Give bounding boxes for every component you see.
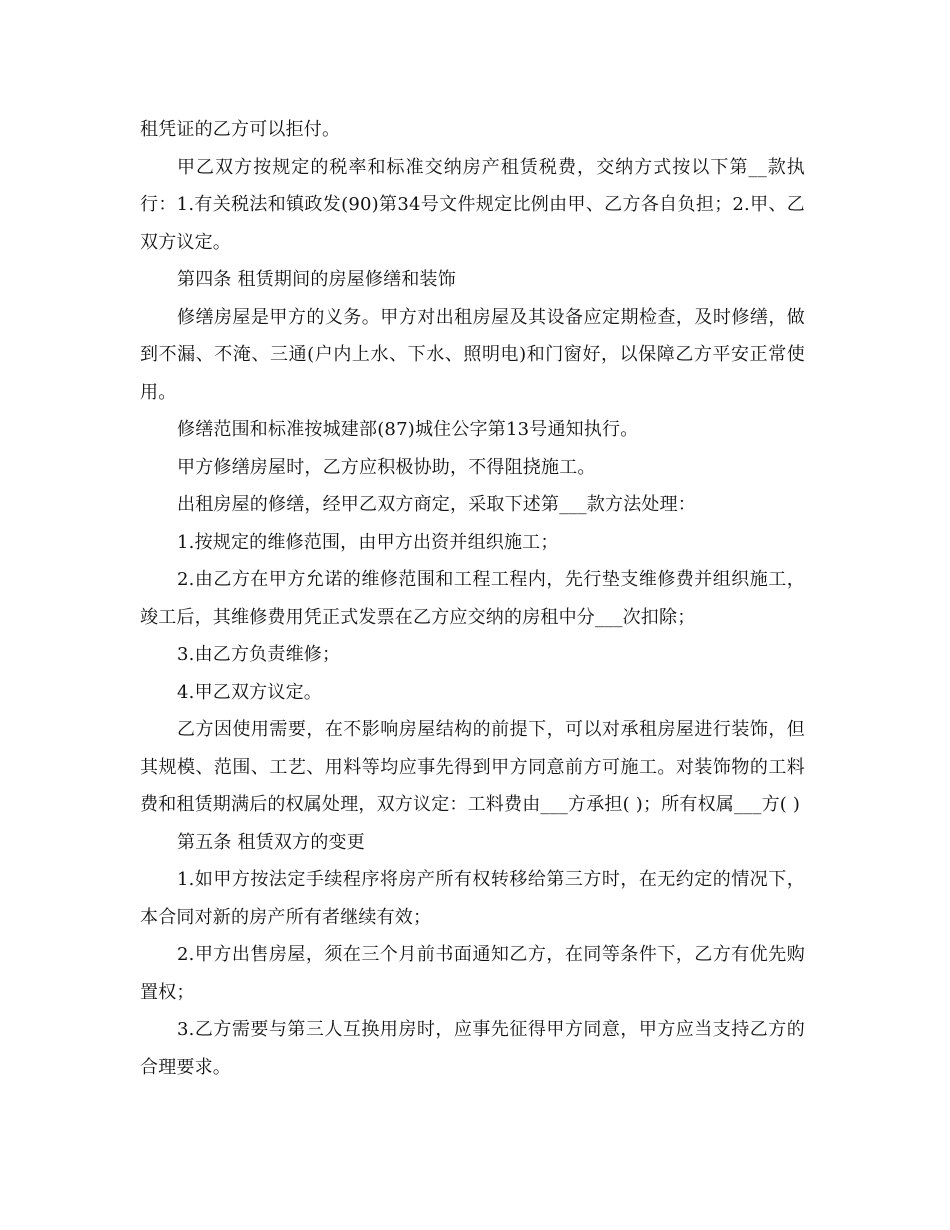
section-heading: 第四条 租赁期间的房屋修缮和装饰 (177, 269, 456, 290)
paragraph: 甲乙双方按规定的税率和标准交纳房产租赁税费，交纳方式按以下第__款执行：1.有关税法和镇政发(90)第34号文件规定比例由甲、乙方各自负担；2.甲、乙双方议定。 (140, 156, 805, 253)
paragraph: 修缮范围和标准按城建部(87)城住公字第13号通知执行。 (177, 419, 639, 440)
list-item: 3.乙方需要与第三人互换用房时，应事先征得甲方同意，甲方应当支持乙方的合理要求。 (140, 1019, 805, 1078)
list-item: 2.甲方出售房屋，须在三个月前书面通知乙方，在同等条件下，乙方有优先购置权； (140, 944, 805, 1003)
paragraph: 修缮房屋是甲方的义务。甲方对出租房屋及其设备应定期检查，及时修缮，做到不漏、不淹、三通(户内上水、下水、照明电)和门窗好，以保障乙方平安正常使用。 (140, 306, 805, 403)
document-body (140, 111, 805, 1086)
section-heading: 第五条 租赁双方的变更 (177, 831, 365, 853)
list-item: 3.由乙方负责维修； (177, 644, 341, 665)
list-item: 4.甲乙双方议定。 (177, 681, 322, 703)
list-item: 1.如甲方按法定手续程序将房产所有权转移给第三方时，在无约定的情况下，本合同对新的房产所有者继续有效； (140, 869, 805, 928)
paragraph: 出租房屋的修缮，经甲乙双方商定，采取下述第___款方法处理： (177, 494, 696, 515)
paragraph: 租凭证的乙方可以拒付。 (140, 119, 341, 140)
paragraph: 乙方因使用需要，在不影响房屋结构的前提下，可以对承租房屋进行装饰，但其规模、范围、工艺、用料等均应事先得到甲方同意前方可施工。对装饰物的工料费和租赁期满后的权属处理，双方议定：工料费由___方承担( )；所有权属___方( ) (140, 719, 805, 815)
paragraph: 甲方修缮房屋时，乙方应积极协助，不得阻挠施工。 (177, 456, 596, 478)
list-item: 2.由乙方在甲方允诺的维修范围和工程工程内，先行垫支维修费并组织施工，竣工后，其维修费用凭正式发票在乙方应交纳的房租中分___次扣除； (140, 569, 805, 628)
list-item: 1.按规定的维修范围，由甲方出资并组织施工； (177, 531, 559, 553)
